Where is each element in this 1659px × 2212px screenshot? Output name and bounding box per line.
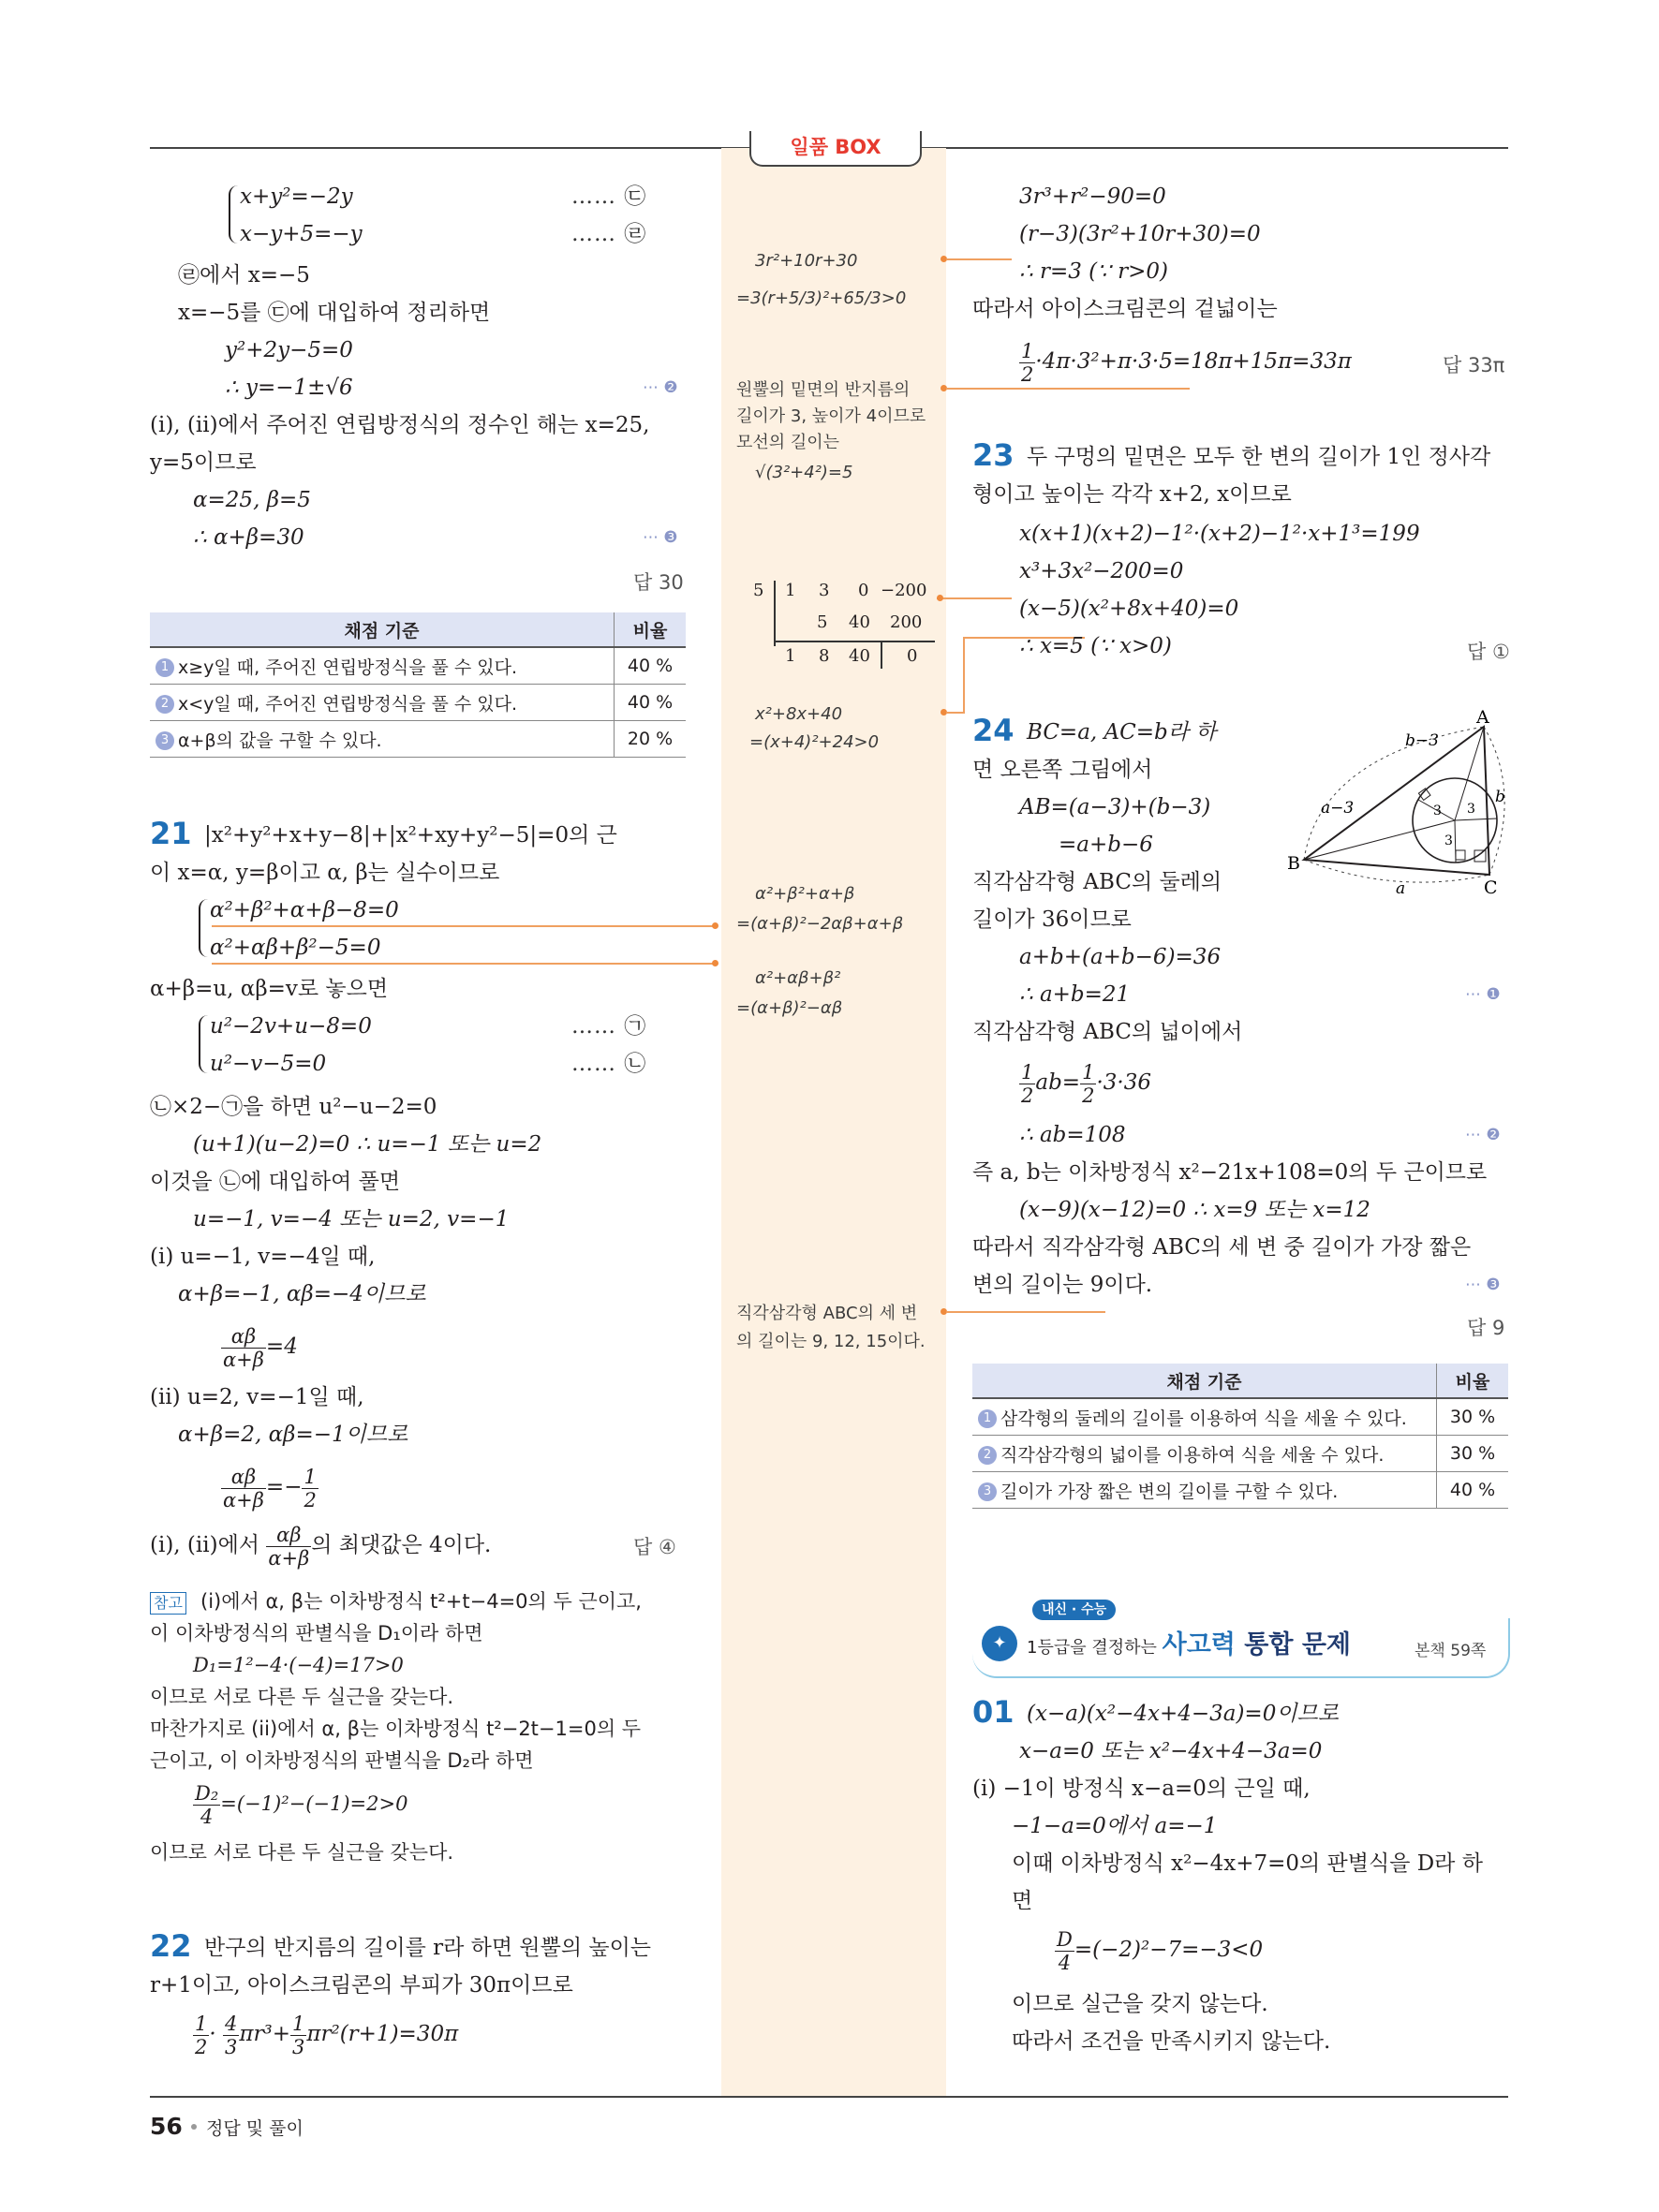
- text-line: 직각삼각형 ABC의 둘레의: [972, 870, 1222, 894]
- eq-line: ∴ α+β=30: [193, 525, 304, 550]
- page-number: 56: [150, 2113, 183, 2140]
- text-line: 길이가 36이므로: [972, 907, 1132, 932]
- eq-line: ∴ x=5 (∵ x>0): [1019, 634, 1172, 658]
- text-line: ㉡×2−㉠을 하면 u²−u−2=0: [150, 1095, 437, 1119]
- text-line: (i), (ii)에서 $\frac{\alpha\beta}{\alpha+\beta}$ 의 최댓값은 4이다.: [150, 1523, 492, 1570]
- side-b: b: [1495, 788, 1505, 806]
- banner-logo-icon: ✦: [982, 1626, 1017, 1661]
- side-note: α²+αβ+β²: [755, 968, 841, 988]
- reference-tag: 참고: [150, 1592, 186, 1615]
- step-marker-2: ⋯ ❷: [643, 378, 678, 397]
- footer-title: 정답 및 풀이: [206, 2118, 304, 2139]
- eq-line: α+β=−1, αβ=−4이므로: [178, 1282, 426, 1306]
- side-note: =(x+4)²+24>0: [749, 732, 880, 752]
- side-note: α²+β²+α+β: [755, 884, 855, 904]
- eq-mark: …… ㉠: [571, 1014, 647, 1039]
- ref-line: 이므로 서로 다른 두 실근을 갖는다.: [150, 1841, 454, 1864]
- link-dot: [712, 960, 718, 966]
- eq-line: 3r³+r²−90=0: [1019, 184, 1166, 209]
- text-line: y=5이므로: [150, 450, 257, 475]
- side-note: √(3²+4²)=5: [755, 463, 853, 482]
- banner-page-ref: 본책 59쪽: [1415, 1642, 1487, 1660]
- ref-line: (i)에서 α, β는 이차방정식 t²+t−4=0의 두 근이고,: [200, 1590, 642, 1613]
- link-line: [937, 597, 1012, 599]
- text-line: 즉 a, b는 이차방정식 x²−21x+108=0의 두 근이므로: [972, 1160, 1488, 1185]
- table-row: 2 직각삼각형의 넓이를 이용하여 식을 세울 수 있다. 30 %: [972, 1436, 1508, 1472]
- link-line: [212, 963, 716, 965]
- text-line: 면 오른쪽 그림에서: [972, 758, 1153, 782]
- eq-line: α+β=2, αβ=−1이므로: [178, 1423, 408, 1447]
- text-line: |x²+y²+x+y−8|+|x²+xy+y²−5|=0의 근: [204, 823, 617, 848]
- eq-fraction-line: $\frac{1}{2}$ ab= $\frac{1}{2}$ ·3·36: [1021, 1060, 1151, 1107]
- side-note: 길이가 3, 높이가 4이므로: [736, 406, 926, 426]
- eq-line: x−y+5=−y: [240, 222, 363, 246]
- answer-20: 답 30: [633, 571, 684, 594]
- side-note: 직각삼각형 ABC의 세 변: [736, 1304, 918, 1323]
- eq-fraction-line: $\frac{1}{2}$ ·4π·3²+π·3·5=18π+15π=33π: [1021, 339, 1352, 386]
- eq-line: −1−a=0에서 a=−1: [1012, 1814, 1218, 1838]
- text-line: 면: [1012, 1889, 1033, 1913]
- link-line: [946, 712, 963, 714]
- eq-line: y²+2y−5=0: [225, 338, 353, 362]
- eq-line: x−a=0 또는 x²−4x+4−3a=0: [1019, 1739, 1323, 1763]
- grading-table-2: [972, 1364, 1508, 1509]
- vertex-B: B: [1287, 853, 1300, 874]
- eq-mark: …… ㉢: [571, 184, 647, 209]
- text-line: α+β=u, αβ=v로 놓으면: [150, 977, 389, 1001]
- text-line: (ii) u=2, v=−1일 때,: [150, 1385, 364, 1409]
- question-number-22: 22: [150, 1928, 192, 1964]
- text-line: 이 x=α, y=β이고 α, β는 실수이므로: [150, 861, 500, 885]
- system-brace-3: [199, 1015, 208, 1073]
- side-note: =(α+β)²−αβ: [736, 998, 843, 1018]
- eq-line: (r−3)(3r²+10r+30)=0: [1019, 222, 1261, 246]
- step-marker-3: ⋯ ❸: [643, 528, 678, 547]
- side-note: =3(r+5/3)²+65/3>0: [736, 288, 907, 308]
- box-label-tab: [749, 131, 922, 167]
- banner-title: 1등급을 결정하는 사고력 통합 문제: [1027, 1630, 1352, 1659]
- eq-line: ∴ r=3 (∵ r>0): [1019, 259, 1168, 284]
- eq-line: ∴ ab=108: [1019, 1123, 1126, 1147]
- radius-label: 3: [1433, 804, 1442, 818]
- eq-line: x³+3x²−200=0: [1019, 559, 1184, 583]
- text-line: x=−5를 ㉢에 대입하여 정리하면: [178, 301, 491, 325]
- col-ratio: 비율: [615, 612, 687, 647]
- vertex-A: A: [1476, 708, 1489, 728]
- system-brace-1: [229, 185, 238, 243]
- grading-table-1: [150, 612, 686, 758]
- link-line: [212, 925, 716, 927]
- eq-line: (x−9)(x−12)=0 ∴ x=9 또는 x=12: [1019, 1198, 1370, 1222]
- step-marker-2: ⋯ ❷: [1465, 1126, 1501, 1144]
- ref-line: 이 이차방정식의 판별식을 D₁이라 하면: [150, 1622, 483, 1644]
- eq-line: (u+1)(u−2)=0 ∴ u=−1 또는 u=2: [193, 1132, 542, 1157]
- box-label: 일품 BOX: [790, 136, 881, 158]
- eq-mark: …… ㉡: [571, 1052, 647, 1076]
- step-marker-3: ⋯ ❸: [1465, 1276, 1501, 1294]
- eq-line: α²+αβ+β²−5=0: [210, 936, 381, 960]
- answer-21: 답 ④: [633, 1536, 676, 1558]
- radius-label: 3: [1467, 802, 1475, 817]
- text-line: (i) u=−1, v=−4일 때,: [150, 1245, 376, 1269]
- eq-line: =a+b−6: [1059, 833, 1153, 857]
- table-row: 1 x≥y일 때, 주어진 연립방정식을 풀 수 있다. 40 %: [150, 647, 686, 685]
- eq-line: (x−5)(x²+8x+40)=0: [1019, 597, 1239, 621]
- radius-label: 3: [1444, 833, 1453, 848]
- ref-line: 이므로 서로 다른 두 실근을 갖는다.: [150, 1686, 454, 1708]
- system-brace-2: [199, 899, 208, 957]
- link-line: [946, 258, 1012, 260]
- ref-line: D₁=1²−4·(−4)=17>0: [193, 1654, 404, 1676]
- question-number-23: 23: [972, 437, 1015, 473]
- answer-24: 답 9: [1467, 1317, 1505, 1339]
- eq-fraction-line: $\frac{\alpha\beta}{\alpha+\beta}$ =− $\frac{1}{2}$: [223, 1465, 317, 1512]
- footer-dot: [191, 2124, 197, 2130]
- footer-rule: [150, 2096, 1508, 2098]
- eq-line: α²+β²+α+β−8=0: [210, 898, 399, 922]
- eq-line: (x−a)(x²−4x+4−3a)=0이므로: [1027, 1702, 1339, 1726]
- ref-line: 마찬가지로 (ii)에서 α, β는 이차방정식 t²−2t−1=0의 두: [150, 1718, 642, 1740]
- eq-fraction-line: $\frac{1}{2}$ · $\frac{4}{3}$ πr³+ $\frac{1}{3}$ πr²(r+1)=30π: [195, 2012, 459, 2058]
- col-criteria: 채점 기준: [972, 1364, 1437, 1398]
- text-line: ㉣에서 x=−5: [178, 263, 310, 288]
- side-note: 3r²+10r+30: [755, 251, 858, 271]
- link-line: [963, 637, 965, 714]
- eq-line: α=25, β=5: [193, 488, 311, 512]
- eq-fraction-line: $\frac{\alpha\beta}{\alpha+\beta}$ =4: [223, 1324, 298, 1371]
- text-line: 따라서 아이스크림콘의 겉넓이는: [972, 297, 1278, 321]
- question-number-01: 01: [972, 1694, 1015, 1730]
- text-line: 두 구멍의 밑면은 모두 한 변의 길이가 1인 정사각: [1027, 445, 1491, 469]
- label-b-minus-3: b−3: [1405, 731, 1439, 750]
- question-number-24: 24: [972, 713, 1015, 748]
- side-note: 모선의 길이는: [736, 433, 840, 452]
- text-line: 따라서 조건을 만족시키지 않는다.: [1012, 2029, 1331, 2054]
- text-line: (i), (ii)에서 주어진 연립방정식의 정수인 해는 x=25,: [150, 413, 650, 437]
- link-line: [946, 1311, 1105, 1313]
- text-line: 형이고 높이는 각각 x+2, x이므로: [972, 482, 1292, 507]
- banner-tag: 내신 · 수능: [1032, 1600, 1116, 1620]
- table-row: 2 x<y일 때, 주어진 연립방정식을 풀 수 있다. 40 %: [150, 685, 686, 721]
- eq-line: ∴ a+b=21: [1019, 982, 1131, 1007]
- question-number-21: 21: [150, 816, 192, 851]
- text-line: 따라서 직각삼각형 ABC의 세 변 중 길이가 가장 짧은: [972, 1235, 1472, 1260]
- label-a-minus-3: a−3: [1321, 799, 1355, 818]
- triangle-incircle-figure: [1283, 708, 1508, 895]
- side-note: =(α+β)²−2αβ+α+β: [736, 914, 904, 934]
- link-line: [946, 388, 1190, 390]
- table-row: 3 길이가 가장 짧은 변의 길이를 구할 수 있다. 40 %: [972, 1472, 1508, 1509]
- text-line: (i) −1이 방정식 x−a=0의 근일 때,: [972, 1777, 1311, 1801]
- link-dot: [712, 922, 718, 929]
- text-line: 이므로 실근을 갖지 않는다.: [1012, 1992, 1268, 2016]
- eq-line: x+y²=−2y: [240, 184, 353, 209]
- text-line: 반구의 반지름의 길이를 r라 하면 원뿔의 높이는: [204, 1936, 652, 1960]
- eq-line: x(x+1)(x+2)−1²·(x+2)−1²·x+1³=199: [1019, 522, 1420, 546]
- text-line: 이때 이차방정식 x²−4x+7=0의 판별식을 D라 하: [1012, 1851, 1483, 1876]
- ref-fraction-line: $\frac{\text{D₂}}{4}$ =(−1)²−(−1)=2>0: [195, 1782, 408, 1828]
- eq-line: u=−1, v=−4 또는 u=2, v=−1: [193, 1207, 510, 1231]
- side-note: 원뿔의 밑면의 반지름의: [736, 380, 911, 400]
- col-criteria: 채점 기준: [150, 612, 615, 647]
- text-line: 직각삼각형 ABC의 넓이에서: [972, 1020, 1243, 1044]
- ref-line: 근이고, 이 이차방정식의 판별식을 D₂라 하면: [150, 1749, 534, 1772]
- text-line: r+1이고, 아이스크림콘의 부피가 30π이므로: [150, 1973, 573, 1998]
- vertex-C: C: [1484, 877, 1498, 895]
- synthetic-division: 5 1 3 0 −200 5 40 200 1 8 40 0: [749, 581, 937, 674]
- eq-line: u²−v−5=0: [210, 1052, 327, 1076]
- table-row: 1 삼각형의 둘레의 길이를 이용하여 식을 세울 수 있다. 30 %: [972, 1398, 1508, 1436]
- step-marker-1: ⋯ ❶: [1465, 985, 1501, 1004]
- text-line: 변의 길이는 9이다.: [972, 1273, 1153, 1297]
- side-note: x²+8x+40: [755, 704, 843, 724]
- answer-22: 답 33π: [1443, 354, 1505, 376]
- link-dot: [937, 595, 943, 601]
- answer-23: 답 ①: [1467, 641, 1510, 663]
- text-line: BC=a, AC=b라 하: [1027, 720, 1217, 745]
- eq-line: AB=(a−3)+(b−3): [1019, 795, 1211, 819]
- side-a: a: [1396, 879, 1406, 895]
- eq-line: a+b+(a+b−6)=36: [1019, 945, 1222, 969]
- col-ratio: 비율: [1437, 1364, 1509, 1398]
- eq-line: u²−2v+u−8=0: [210, 1014, 372, 1039]
- side-note: 의 길이는 9, 12, 15이다.: [736, 1332, 926, 1351]
- text-line: 이것을 ㉡에 대입하여 풀면: [150, 1170, 401, 1194]
- eq-fraction-line: $\frac{D}{4}$ =(−2)²−7=−3<0: [1057, 1927, 1264, 1974]
- table-row: 3 α+β의 값을 구할 수 있다. 20 %: [150, 721, 686, 758]
- eq-line: ∴ y=−1±√6: [225, 376, 353, 400]
- eq-mark: …… ㉣: [571, 222, 647, 246]
